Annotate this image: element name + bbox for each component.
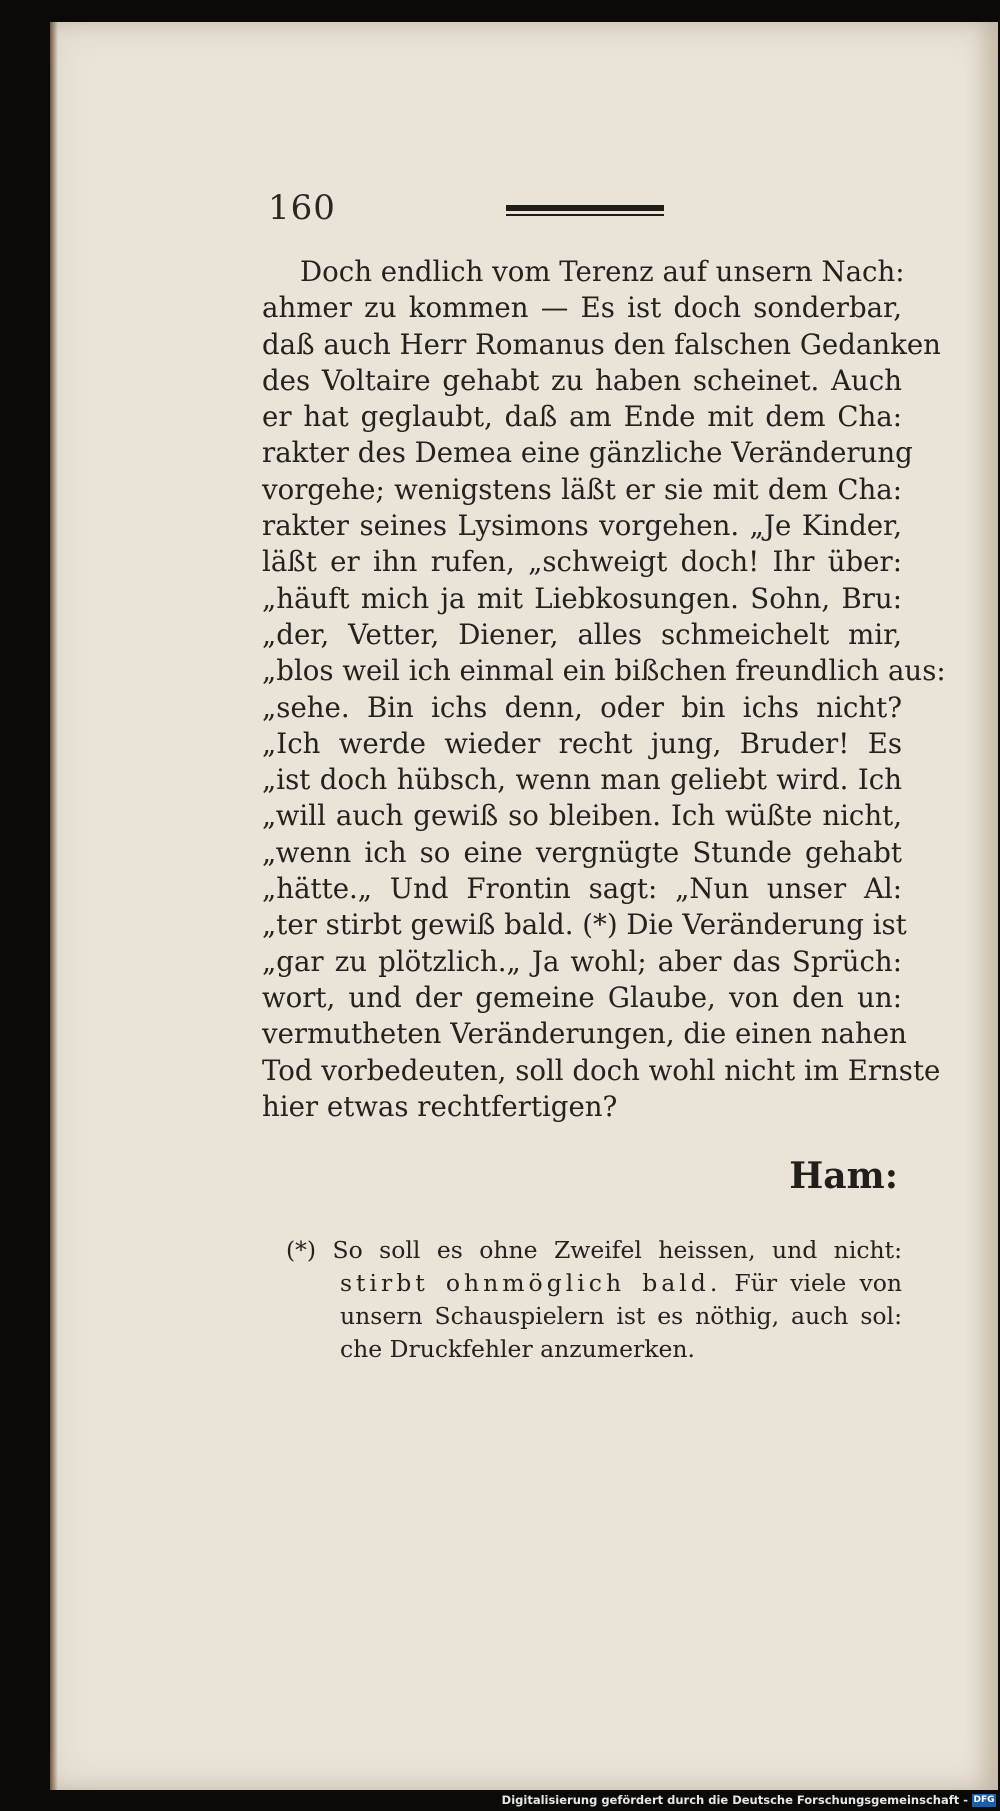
- text-line: „der, Vetter, Diener, alles schmeichelt mir,: [262, 617, 902, 651]
- text-line: ahmer zu kommen — Es ist doch sonderbar,: [262, 291, 902, 325]
- page-number: 160: [268, 188, 336, 228]
- text-line: rakter des Demea eine gänzliche Veränderung: [262, 436, 913, 470]
- text-line: läßt er ihn rufen, „schweigt doch! Ihr über:: [262, 545, 902, 579]
- text-line: hier etwas rechtfertigen?: [262, 1089, 618, 1123]
- dfg-logo: DFG: [973, 1795, 995, 1805]
- footnote-line-rest: Für viele von: [721, 1269, 903, 1297]
- text-line: daß auch Herr Romanus den falschen Gedanken: [262, 327, 941, 361]
- footnote-spaced-phrase: stirbt ohnmöglich bald.: [340, 1269, 722, 1297]
- text-line: er hat geglaubt, daß am Ende mit dem Cha:: [262, 400, 902, 434]
- page-spine-shadow: [50, 22, 58, 1790]
- footnote-line: unsern Schauspielern ist es nöthig, auch sol:: [340, 1302, 902, 1330]
- footnote-line: che Druckfehler anzumerken.: [340, 1335, 695, 1363]
- footnote-line: [286, 1267, 902, 1300]
- text-line: wort, und der gemeine Glaube, von den un:: [262, 980, 902, 1014]
- text-line: „blos weil ich einmal ein bißchen freundlich aus:: [262, 654, 946, 688]
- footnote-line: (*) So soll es ohne Zweifel heissen, und nicht:: [286, 1236, 902, 1264]
- header-rule: [506, 205, 664, 211]
- text-line: „hätte.„ Und Frontin sagt: „Nun unser Al:: [262, 872, 902, 906]
- text-line: „Ich werde wieder recht jung, Bruder! Es: [262, 726, 902, 760]
- text-line: des Voltaire gehabt zu haben scheinet. Auch: [262, 363, 902, 397]
- text-line: rakter seines Lysimons vorgehen. „Je Kinder,: [262, 509, 902, 543]
- text-line: „sehe. Bin ichs denn, oder bin ichs nicht?: [262, 690, 902, 724]
- text-line: vorgehe; wenigstens läßt er sie mit dem Cha:: [262, 472, 902, 506]
- digitization-credit: Digitalisierung gefördert durch die Deutsche Forschungsgemeinschaft -: [501, 1793, 968, 1807]
- body-text: [262, 254, 946, 1125]
- text-line: „häuft mich ja mit Liebkosungen. Sohn, Bru:: [262, 581, 902, 615]
- text-line: „ist doch hübsch, wenn man geliebt wird. Ich: [262, 763, 902, 797]
- text-line: „ter stirbt gewiß bald. (*) Die Veränderung ist: [262, 908, 907, 942]
- text-line: vermutheten Veränderungen, die einen nahen: [262, 1017, 907, 1051]
- text-line: Tod vorbedeuten, soll doch wohl nicht im Ernste: [262, 1053, 941, 1087]
- footnote: [286, 1234, 902, 1366]
- text-line: „will auch gewiß so bleiben. Ich wüßte nicht,: [262, 799, 902, 833]
- catchword: Ham:: [789, 1155, 898, 1197]
- text-line: „gar zu plötzlich.„ Ja wohl; aber das Sprüch:: [262, 944, 902, 978]
- text-line: Doch endlich vom Terenz auf unsern Nach:: [300, 255, 905, 288]
- text-line: „wenn ich so eine vergnügte Stunde gehabt: [262, 835, 902, 869]
